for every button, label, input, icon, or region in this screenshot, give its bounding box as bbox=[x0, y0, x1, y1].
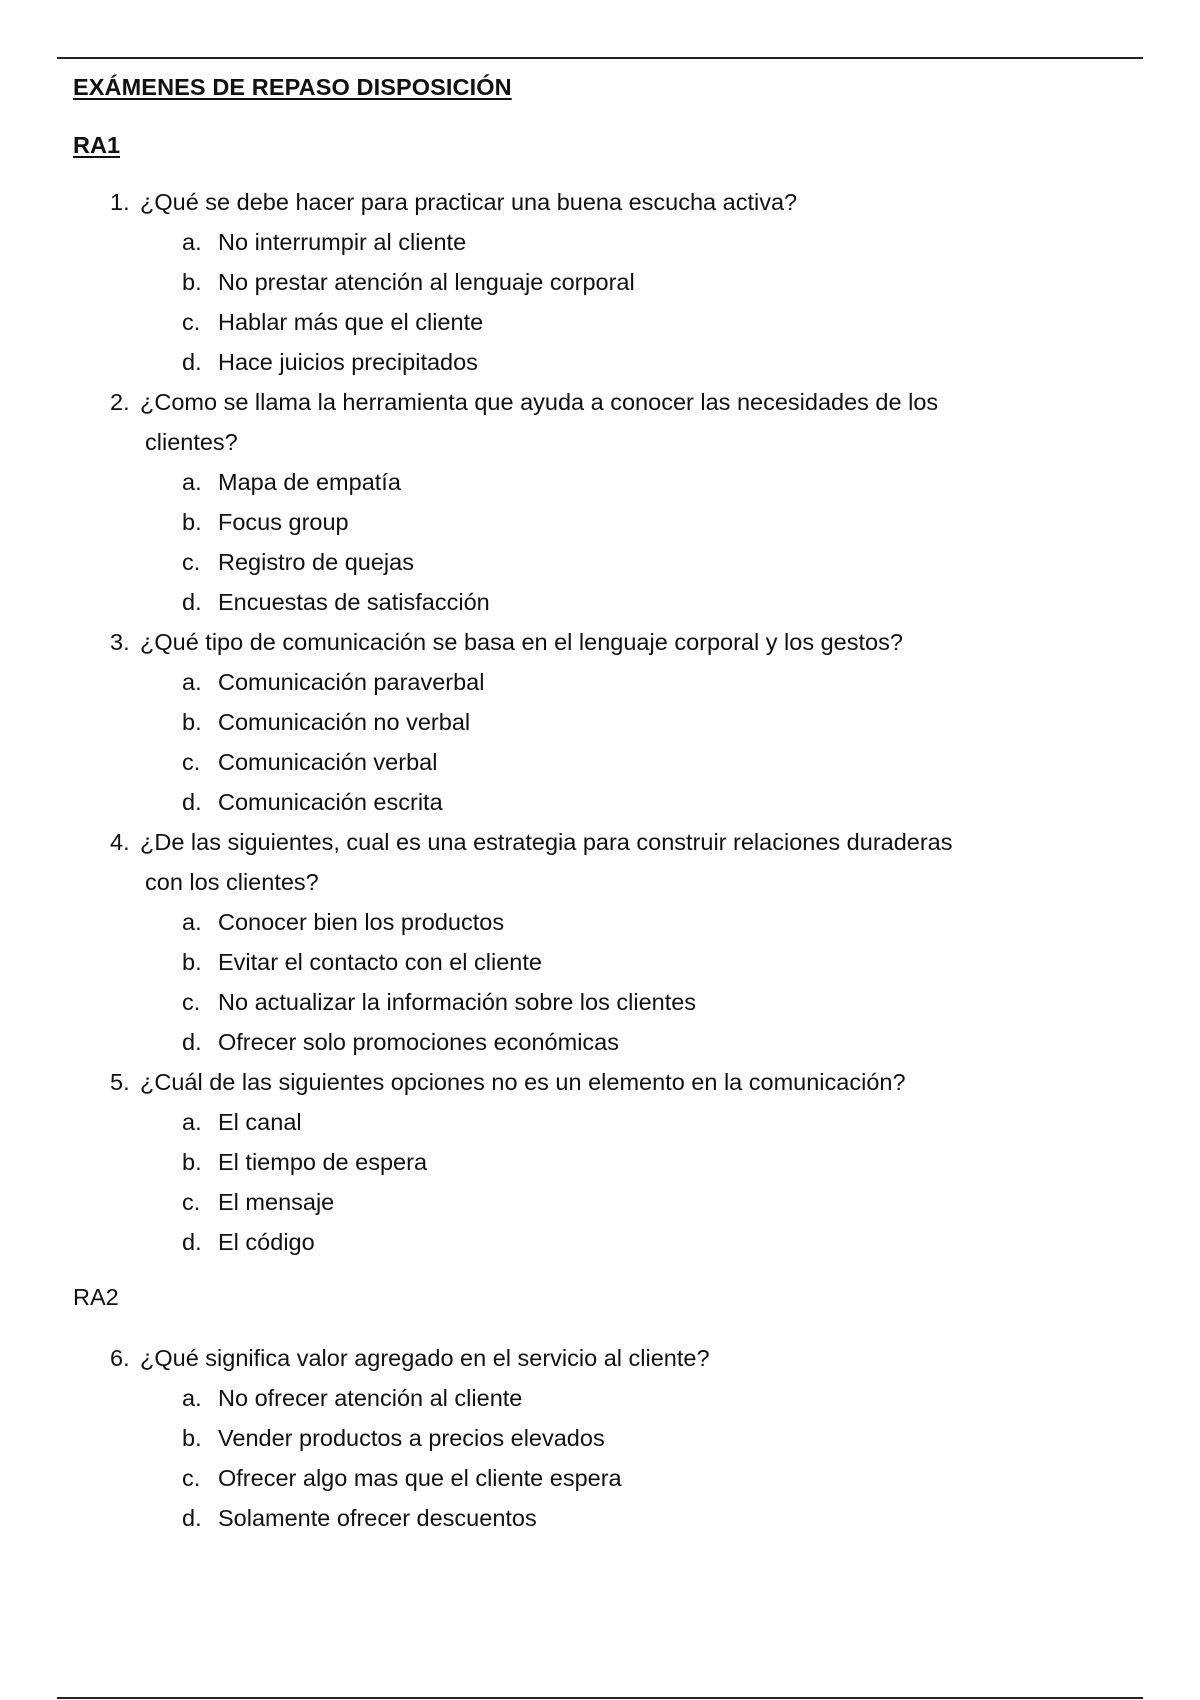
option-3c bbox=[182, 742, 437, 782]
option-text: Ofrecer solo promociones económicas bbox=[218, 1029, 619, 1055]
option-text: No interrumpir al cliente bbox=[218, 229, 467, 255]
option-6d bbox=[182, 1498, 537, 1538]
top-divider bbox=[57, 57, 1143, 59]
option-text: Mapa de empatía bbox=[218, 469, 401, 495]
option-text: El canal bbox=[218, 1109, 302, 1135]
option-letter: c. bbox=[182, 309, 201, 335]
option-6b bbox=[182, 1418, 605, 1458]
option-1d bbox=[182, 342, 478, 382]
option-letter: d. bbox=[182, 789, 202, 815]
question-4 bbox=[110, 822, 1110, 902]
option-4d bbox=[182, 1022, 619, 1062]
option-text: Ofrecer algo mas que el cliente espera bbox=[218, 1465, 622, 1491]
question-number: 4. bbox=[110, 829, 130, 855]
question-text-continued: clientes? bbox=[145, 429, 238, 455]
question-number: 2. bbox=[110, 389, 130, 415]
option-letter: c. bbox=[182, 549, 201, 575]
question-6 bbox=[110, 1338, 1110, 1378]
option-text: El código bbox=[218, 1229, 315, 1255]
option-text: No ofrecer atención al cliente bbox=[218, 1385, 523, 1411]
option-2a bbox=[182, 462, 401, 502]
option-text: Comunicación paraverbal bbox=[218, 669, 485, 695]
section-heading-ra1: RA1 bbox=[73, 132, 121, 158]
option-letter: b. bbox=[182, 1149, 202, 1175]
option-letter: a. bbox=[182, 1385, 202, 1411]
option-1b bbox=[182, 262, 635, 302]
option-letter: a. bbox=[182, 229, 202, 255]
option-4c bbox=[182, 982, 696, 1022]
option-2b bbox=[182, 502, 349, 542]
option-letter: d. bbox=[182, 1029, 202, 1055]
option-letter: d. bbox=[182, 1229, 202, 1255]
question-number: 1. bbox=[110, 189, 130, 215]
question-number: 3. bbox=[110, 629, 130, 655]
option-text: Comunicación verbal bbox=[218, 749, 438, 775]
option-text: Encuestas de satisfacción bbox=[218, 589, 490, 615]
question-text-continued: con los clientes? bbox=[145, 869, 319, 895]
option-1c bbox=[182, 302, 483, 342]
question-text: ¿Qué tipo de comunicación se basa en el lenguaje corporal y los gestos? bbox=[140, 629, 903, 655]
option-6c bbox=[182, 1458, 622, 1498]
option-4b bbox=[182, 942, 542, 982]
option-5d bbox=[182, 1222, 315, 1262]
question-1 bbox=[110, 182, 1110, 222]
option-text: Comunicación no verbal bbox=[218, 709, 471, 735]
option-text: Conocer bien los productos bbox=[218, 909, 505, 935]
option-letter: c. bbox=[182, 1465, 201, 1491]
option-2c bbox=[182, 542, 414, 582]
option-text: Comunicación escrita bbox=[218, 789, 443, 815]
question-text: ¿De las siguientes, cual es una estrategia para construir relaciones duraderas bbox=[140, 829, 953, 855]
option-letter: c. bbox=[182, 1189, 201, 1215]
option-text: Solamente ofrecer descuentos bbox=[218, 1505, 537, 1531]
option-5a bbox=[182, 1102, 302, 1142]
option-letter: c. bbox=[182, 989, 201, 1015]
question-text: ¿Como se llama la herramienta que ayuda a conocer las necesidades de los bbox=[140, 389, 939, 415]
option-letter: c. bbox=[182, 749, 201, 775]
question-number: 5. bbox=[110, 1069, 130, 1095]
option-letter: b. bbox=[182, 509, 202, 535]
option-text: Vender productos a precios elevados bbox=[218, 1425, 605, 1451]
option-letter: a. bbox=[182, 1109, 202, 1135]
question-text: ¿Qué se debe hacer para practicar una buena escucha activa? bbox=[140, 189, 798, 215]
question-number: 6. bbox=[110, 1345, 130, 1371]
option-3d bbox=[182, 782, 443, 822]
question-5 bbox=[110, 1062, 1110, 1102]
question-text: ¿Qué significa valor agregado en el servicio al cliente? bbox=[140, 1345, 710, 1371]
option-letter: a. bbox=[182, 469, 202, 495]
question-3 bbox=[110, 622, 1110, 662]
option-text: Evitar el contacto con el cliente bbox=[218, 949, 542, 975]
option-2d bbox=[182, 582, 490, 622]
document-title: EXÁMENES DE REPASO DISPOSICIÓN bbox=[73, 74, 512, 100]
option-6a bbox=[182, 1378, 522, 1418]
option-text: No actualizar la información sobre los clientes bbox=[218, 989, 697, 1015]
option-3b bbox=[182, 702, 470, 742]
option-letter: d. bbox=[182, 1505, 202, 1531]
question-2 bbox=[110, 382, 1110, 462]
option-text: El tiempo de espera bbox=[218, 1149, 428, 1175]
option-letter: a. bbox=[182, 909, 202, 935]
option-3a bbox=[182, 662, 484, 702]
option-1a bbox=[182, 222, 466, 262]
question-text: ¿Cuál de las siguientes opciones no es un elemento en la comunicación? bbox=[140, 1069, 906, 1095]
option-letter: b. bbox=[182, 1425, 202, 1451]
option-text: Hablar más que el cliente bbox=[218, 309, 484, 335]
option-5b bbox=[182, 1142, 427, 1182]
option-text: El mensaje bbox=[218, 1189, 335, 1215]
option-letter: b. bbox=[182, 949, 202, 975]
option-letter: b. bbox=[182, 269, 202, 295]
section-heading-ra2: RA2 bbox=[73, 1284, 119, 1310]
option-letter: d. bbox=[182, 349, 202, 375]
option-text: Focus group bbox=[218, 509, 349, 535]
option-5c bbox=[182, 1182, 334, 1222]
option-letter: d. bbox=[182, 589, 202, 615]
option-letter: b. bbox=[182, 709, 202, 735]
option-4a bbox=[182, 902, 504, 942]
bottom-divider bbox=[57, 1697, 1143, 1699]
option-text: Registro de quejas bbox=[218, 549, 414, 575]
option-text: No prestar atención al lenguaje corporal bbox=[218, 269, 635, 295]
option-letter: a. bbox=[182, 669, 202, 695]
option-text: Hace juicios precipitados bbox=[218, 349, 478, 375]
